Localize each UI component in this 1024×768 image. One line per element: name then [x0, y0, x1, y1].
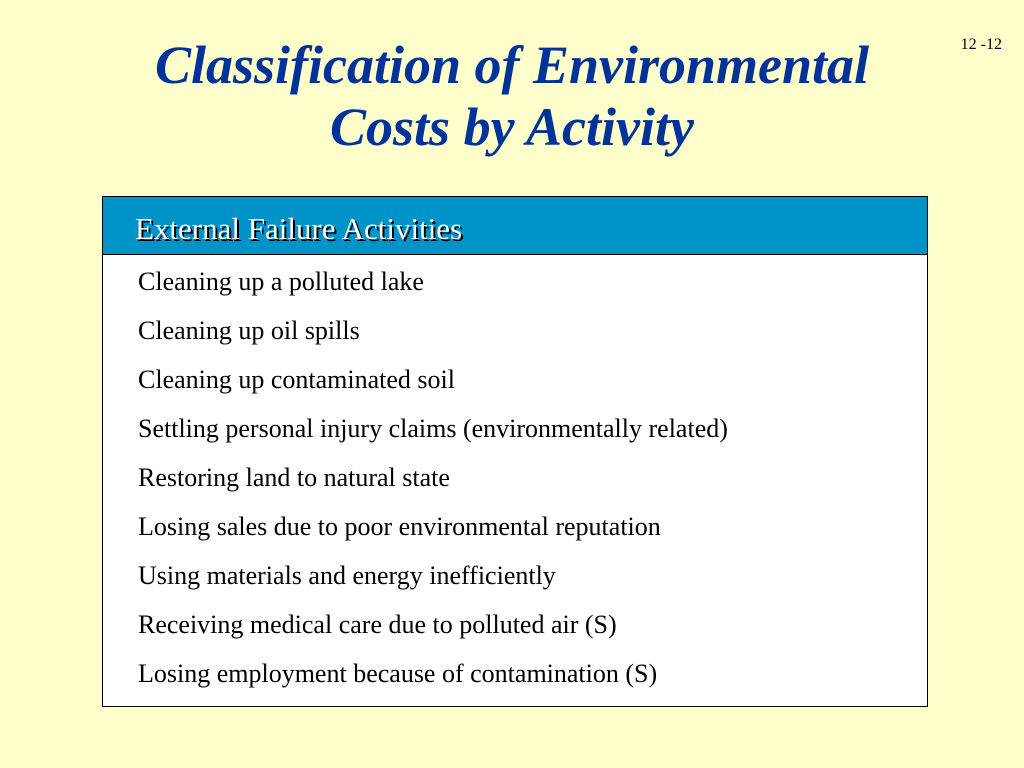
list-item: Settling personal injury claims (environmentally related): [138, 414, 728, 443]
title-line-1: Classification of Environmental: [154, 35, 870, 95]
activities-table: [102, 196, 928, 707]
list-item: Cleaning up contaminated soil: [138, 365, 455, 394]
list-item: Using materials and energy inefficiently: [138, 561, 556, 590]
activities-list: [103, 255, 927, 704]
list-item: Cleaning up a polluted lake: [138, 267, 424, 296]
list-item: Restoring land to natural state: [138, 463, 450, 492]
list-item: Cleaning up oil spills: [138, 316, 360, 345]
list-item: Receiving medical care due to polluted air (S): [138, 610, 617, 639]
list-item: Losing employment because of contamination (S): [138, 659, 658, 688]
title-line-2: Costs by Activity: [330, 97, 694, 157]
slide-number: 12 -12: [960, 36, 1002, 53]
table-header: [103, 197, 927, 255]
table-header-label: External Failure Activities: [135, 210, 463, 246]
list-item: Losing sales due to poor environmental reputation: [138, 512, 661, 541]
slide-title: [0, 34, 1024, 158]
